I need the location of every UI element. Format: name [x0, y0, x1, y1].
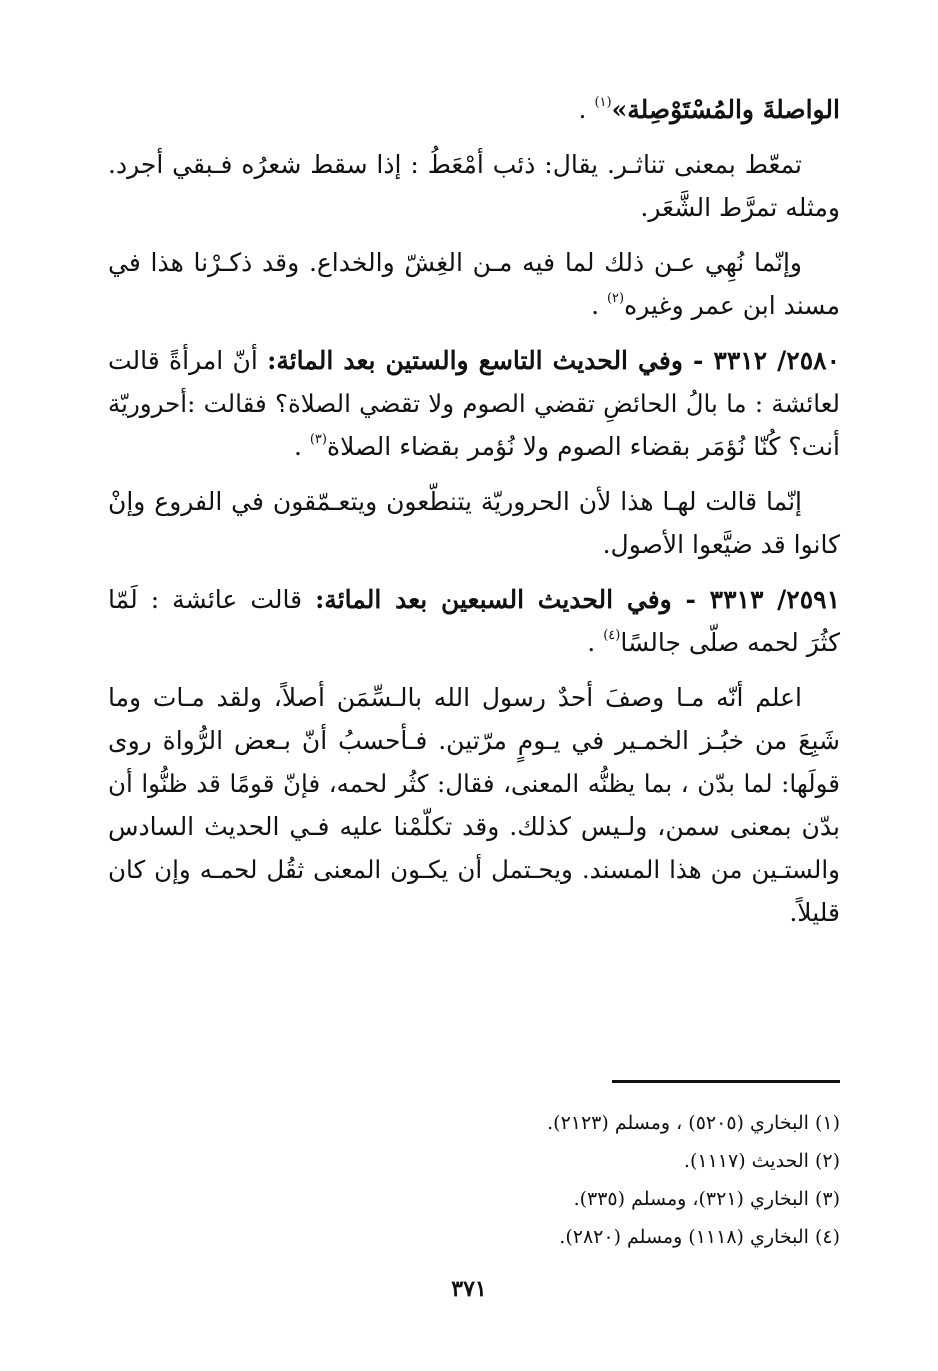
footnote-reference: (٢): [606, 291, 625, 306]
paragraph-gap: [108, 468, 840, 480]
text-line: [108, 284, 840, 327]
text-line: [108, 762, 840, 805]
paragraph-gap: [108, 664, 840, 676]
text-line: [108, 676, 840, 719]
text-line: [108, 88, 840, 131]
footnote: (٤) البخاري (١١١٨) ومسلم (٢٨٢٠).: [559, 1226, 840, 1248]
footnote-reference: (٣): [309, 432, 327, 447]
hadith-heading: ٢٥٩١/ ٣٣١٣ - وفي الحديث السبعين بعد المائة:: [315, 585, 840, 614]
text-line: [108, 143, 840, 186]
paragraph-gap: [108, 327, 840, 339]
text-line: [108, 891, 840, 934]
page-number: ٣٧١: [451, 1276, 487, 1302]
line-text: قليلاً.: [789, 898, 840, 927]
line-text: كانوا قد ضيَّعوا الأصول.: [602, 530, 840, 559]
footnote: (٣) البخاري (٣٢١)، ومسلم (٣٣٥).: [573, 1188, 840, 1210]
footnote: (٢) الحديث (١١١٧).: [683, 1150, 840, 1172]
line-text-continued: أنّ امرأةً قالت: [108, 346, 268, 375]
line-text: أنت؟ كُنّا نُؤمَر بقضاء الصوم ولا نُؤمر بقضاء الصلاة: [326, 432, 840, 461]
text-line: [108, 578, 840, 621]
line-text: شَبِعَ من خبُـز الخمـير في يـومٍ مرّتين. فـأحسبُ أنّ بـعض الرُّواة روى: [108, 726, 840, 755]
hadith-heading: الواصلةَ والمُسْتَوْصِلة»: [611, 95, 840, 124]
line-text: لعائشة : ما بالُ الحائضِ تقضي الصوم ولا تقضي الصلاة؟ فقالت :أحروريّة: [108, 389, 840, 418]
paragraph-gap: [108, 131, 840, 143]
text-line: [108, 848, 840, 891]
footnote-reference: (١): [594, 95, 612, 110]
line-text: تمعّط بمعنى تناثـر. يقال: ذئب أمْعَطُ : إذا سقط شعرُه فـبقي أجرد.: [108, 150, 802, 179]
text-line: [108, 241, 840, 284]
text-line: [108, 425, 840, 468]
text-line: [108, 719, 840, 762]
line-text-continued: .: [587, 628, 604, 657]
footnote-separator: [612, 1080, 840, 1083]
line-text: اعلم أنّه مـا وصفَ أحدٌ رسول الله بالـسِّمَن أصلاً، ولقد مـات وما: [108, 683, 802, 712]
line-text-continued: قالت عائشة : لَمّا: [108, 585, 316, 614]
text-line: [108, 523, 840, 566]
line-text-continued: .: [578, 95, 595, 124]
footnote: (١) البخاري (٥٢٠٥) ، ومسلم (٢١٢٣).: [547, 1112, 840, 1134]
text-line: [108, 480, 840, 523]
text-line: [108, 339, 840, 382]
hadith-heading: ٢٥٨٠/ ٣٣١٢ - وفي الحديث التاسع والستين بعد المائة:: [267, 346, 841, 375]
line-text-continued: .: [591, 291, 607, 320]
paragraph-gap: [108, 566, 840, 578]
line-text: والستـين من هذا المسند. ويحـتمل أن يكـون المعنى ثقُل لحمـه وإن كان: [108, 855, 840, 884]
line-text: بدّن بمعنى سمن، ولـيس كذلك. وقد تكلّمْنا عليه فـي الحديث السادس: [108, 812, 840, 841]
paragraph-gap: [108, 229, 840, 241]
footnote-reference: (٤): [603, 628, 621, 643]
text-line: [108, 382, 840, 425]
line-text: وإنّما نُهِي عـن ذلك لما فيه مـن الغِشّ والخداع. وقد ذكـرْنا هذا في: [108, 248, 802, 277]
line-text: ومثله تمرَّط الشَّعَر.: [640, 193, 840, 222]
line-text-continued: .: [293, 432, 310, 461]
text-line: [108, 621, 840, 664]
line-text: إنّما قالت لهـا هذا لأن الحروريّة يتنطّعون ويتعـمّقون في الفروع وإنْ: [108, 487, 802, 516]
text-line: [108, 805, 840, 848]
footnotes: [108, 1104, 840, 1256]
line-text: كثُرَ لحمه صلّى جالسًا: [620, 628, 840, 657]
text-line: [108, 186, 840, 229]
main-text: [108, 88, 840, 934]
line-text: قولَها: لما بدّن ، بما يظنُّه المعنى، فقال: كثُر لحمه، فإنّ قومًا قد ظنُّوا أن: [108, 769, 840, 798]
line-text: مسند ابن عمر وغيره: [624, 291, 840, 320]
